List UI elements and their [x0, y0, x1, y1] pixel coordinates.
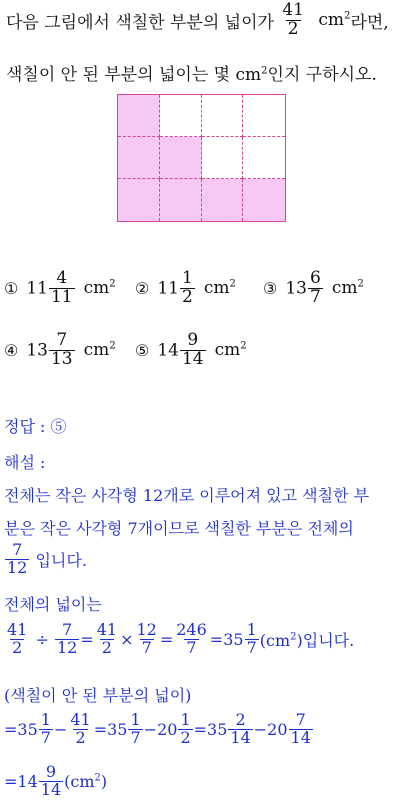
area-label: 전체의 넓이는 [4, 595, 102, 614]
unit: $cm^2$ [318, 10, 351, 31]
choice-marker: ③ [263, 278, 278, 298]
problem-text: 색칠이 안 된 부분의 넓이는 몇 [6, 65, 236, 85]
grid-cell [243, 179, 285, 221]
choice-marker: ④ [4, 340, 19, 360]
answer-label: 정답 : [4, 417, 51, 436]
choice-whole: 11 [157, 278, 179, 299]
grid-cell [202, 179, 244, 221]
choice-1[interactable] [4, 270, 116, 307]
choice-3[interactable] [263, 270, 364, 307]
problem-text: 다음 그림에서 색칠한 부분의 넓이가 [6, 12, 280, 33]
fraction-denominator: 2 [287, 18, 299, 39]
problem-text: 라면, [350, 12, 389, 33]
choice-4[interactable] [4, 332, 116, 369]
answer-value: ⑤ [50, 417, 67, 436]
choice-fraction: $\frac{9}{14}$ [181, 330, 204, 369]
unit: $cm^2$ [83, 340, 116, 361]
problem-line-1 [6, 2, 389, 39]
choice-fraction: $\frac{4}{11}$ [50, 268, 73, 307]
grid-cell [243, 95, 285, 137]
explanation-label: 해설 : [4, 453, 46, 472]
fraction-numerator: 41 [282, 0, 304, 20]
grid-cell [160, 95, 202, 137]
given-area-fraction [280, 2, 306, 39]
choice-fraction: $\frac{1}{2}$ [181, 268, 193, 307]
choice-5[interactable] [135, 332, 247, 369]
unit: $cm^2$ [83, 278, 116, 299]
choice-fraction: $\frac{7}{13}$ [50, 330, 73, 369]
grid-cell [160, 179, 202, 221]
explanation-line-2: 분은 작은 사각형 7개이므로 색칠한 부분은 전체의 [4, 519, 354, 538]
grid-cell [160, 137, 202, 179]
unit: $cm^2$ [331, 278, 364, 299]
grid-cell [118, 95, 160, 137]
choice-whole: 11 [26, 278, 48, 299]
choice-marker: ⑤ [135, 340, 150, 360]
grid-cell [243, 137, 285, 179]
problem-line-2 [6, 60, 377, 85]
shaded-ratio-fraction: $\frac{7}{12}$ [7, 540, 28, 577]
grid-cell [118, 137, 160, 179]
equation-result: =14 $\frac{9}{14}$ $(cm^2)$ [4, 762, 108, 799]
choice-whole: 14 [157, 340, 179, 361]
grid-cell [202, 95, 244, 137]
answer-line [4, 414, 67, 437]
explanation-line-3: $\frac{7}{12}$ 입니다. [7, 540, 87, 577]
unshaded-area-label: (색칠이 안 된 부분의 넓이) [4, 686, 192, 705]
problem-text: 인지 구하시오. [267, 65, 377, 85]
unit: $cm^2$ [203, 278, 236, 299]
choice-fraction: $\frac{6}{7}$ [309, 268, 321, 307]
choice-whole: 13 [285, 278, 307, 299]
choice-marker: ① [4, 278, 19, 298]
choice-marker: ② [135, 278, 150, 298]
shaded-grid-figure [117, 94, 286, 222]
unit: $cm^2$ [214, 340, 247, 361]
equation-total-area: $\frac{41}{2}$ ÷ $\frac{7}{12}$ = $\frac{41}{2}$ × $\frac{12}{7}$ = $\frac{246}{7}$ =35 $\frac{1}{7}$ $(cm^2)$입니다. [7, 620, 355, 657]
explanation-line-1: 전체는 작은 사각형 12개로 이루어져 있고 색칠한 부 [4, 486, 370, 505]
equation-unshaded-area: =35 $\frac{1}{7}$ − $\frac{41}{2}$ =35 $\frac{1}{7}$ −20 $\frac{1}{2}$ =35 $\frac{2}{14}$ −20 $\frac{7}{14}$ [4, 710, 311, 747]
choice-whole: 13 [26, 340, 48, 361]
grid-cell [202, 137, 244, 179]
grid-cell [118, 179, 160, 221]
unit: $cm^2$ [235, 65, 268, 85]
choice-2[interactable] [135, 270, 236, 307]
